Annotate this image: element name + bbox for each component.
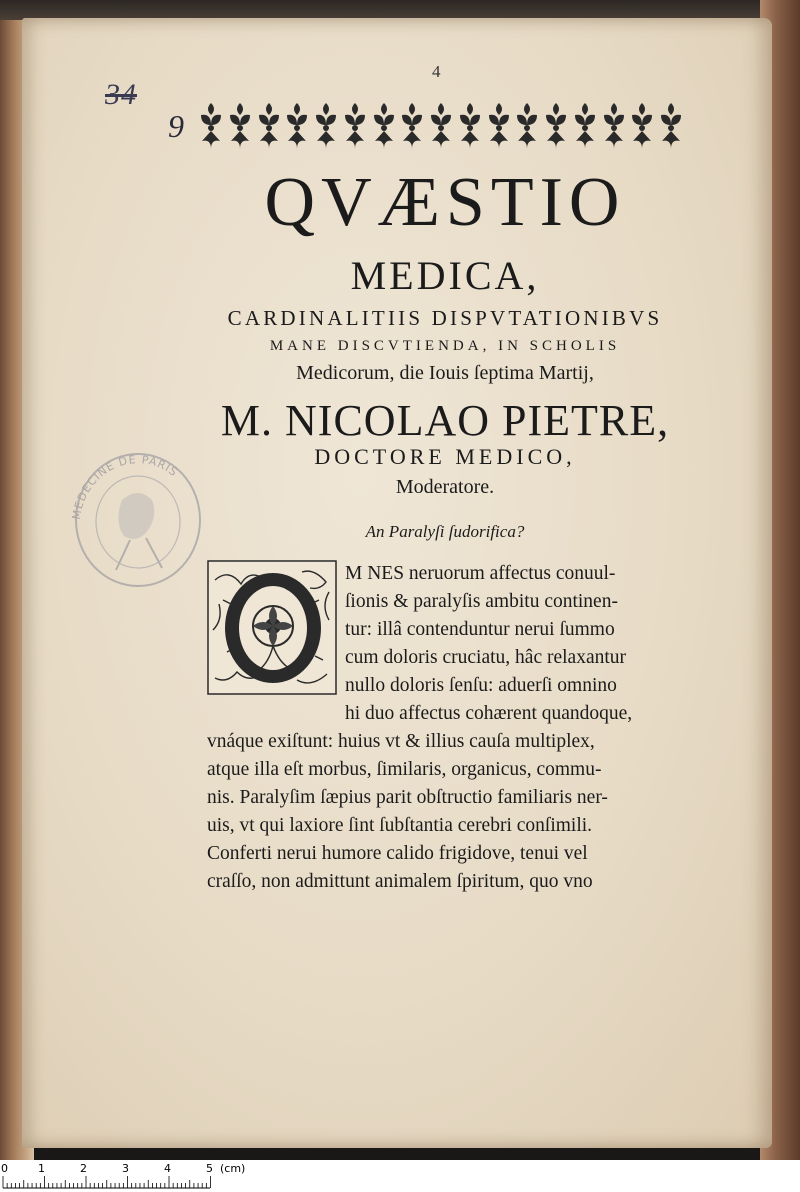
fleuron-icon: [198, 101, 224, 151]
title-line-2: MEDICA,: [350, 253, 540, 298]
signature-mark: 9: [168, 108, 184, 144]
scale-label: 0: [1, 1162, 8, 1175]
fleuron-icon: [543, 101, 569, 151]
library-stamp: [60, 430, 210, 590]
scale-ruler: [0, 1160, 230, 1192]
thesis-question: An Paralyſi ſudorifica?: [365, 522, 525, 541]
scale-label: 3: [122, 1162, 129, 1175]
body-line: ſionis & paralyſis ambitu continen-: [345, 591, 618, 612]
fleuron-icon: [629, 101, 655, 151]
fleuron-icon: [486, 101, 512, 151]
moderator-title: DOCTORE MEDICO,: [314, 444, 576, 469]
fleuron-icon: [514, 101, 540, 151]
scale-label: 4: [164, 1162, 171, 1175]
manuscript-number: 34: [105, 78, 137, 111]
body-line: Conferti nerui humore calido frigidove, tenui vel: [207, 843, 588, 864]
body-line: M NES neruorum affectus conuul-: [345, 563, 616, 584]
fleuron-icon: [658, 101, 684, 151]
fleuron-icon: [284, 101, 310, 151]
title-line-1: QVÆSTIO: [264, 164, 626, 241]
fleuron-icon: [399, 101, 425, 151]
fleuron-icon: [371, 101, 397, 151]
fleuron-icon: [601, 101, 627, 151]
body-line: hi duo affectus cohærent quandoque,: [345, 703, 633, 724]
fleuron-icon: [313, 101, 339, 151]
title-line-4: MANE DISCVTIENDA, IN SCHOLIS: [269, 338, 621, 354]
body-line: craſſo, non admittunt animalem ſpiritum, quo vno: [207, 871, 593, 892]
fleuron-icon: [227, 101, 253, 151]
body-line: nis. Paralyſim ſæpius parit obſtructio familiaris ner-: [207, 787, 608, 808]
fleuron-icon: [342, 101, 368, 151]
moderator-name: M. NICOLAO PIETRE,: [220, 396, 670, 445]
body-line: cum doloris cruciatu, hâc relaxantur: [345, 647, 627, 668]
scale-unit: (cm): [220, 1162, 246, 1175]
body-line: atque illa eſt morbus, ſimilaris, organicus, commu-: [207, 759, 602, 780]
fleuron-icon: [428, 101, 454, 151]
fleuron-ornament-band: [198, 100, 684, 152]
scale-label: 2: [80, 1162, 87, 1175]
body-line: nullo doloris ſenſu: aduerſi omnino: [345, 675, 617, 696]
fleuron-icon: [256, 101, 282, 151]
fleuron-icon: [572, 101, 598, 151]
body-line: uis, vt qui laxiore ſint ſubſtantia cerebri conſimili.: [207, 815, 593, 836]
drop-cap-o-ornament: [207, 560, 337, 695]
stamp-text: MEDECINE DE PARIS: [69, 453, 181, 521]
scale-label: 5: [206, 1162, 213, 1175]
body-line: tur: illâ contenduntur nerui ſummo: [345, 619, 615, 640]
page-number: 4: [432, 62, 441, 81]
title-line-5: Medicorum, die Iouis ſeptima Martij,: [296, 362, 594, 384]
moderator-label: Moderatore.: [395, 476, 495, 498]
scale-label: 1: [38, 1162, 45, 1175]
scale-bar: [0, 1160, 800, 1192]
body-line: vnáque exiſtunt: huius vt & illius cauſa multiplex,: [207, 731, 595, 752]
fleuron-icon: [457, 101, 483, 151]
title-line-3: CARDINALITIIS DISPVTATIONIBVS: [227, 306, 663, 330]
